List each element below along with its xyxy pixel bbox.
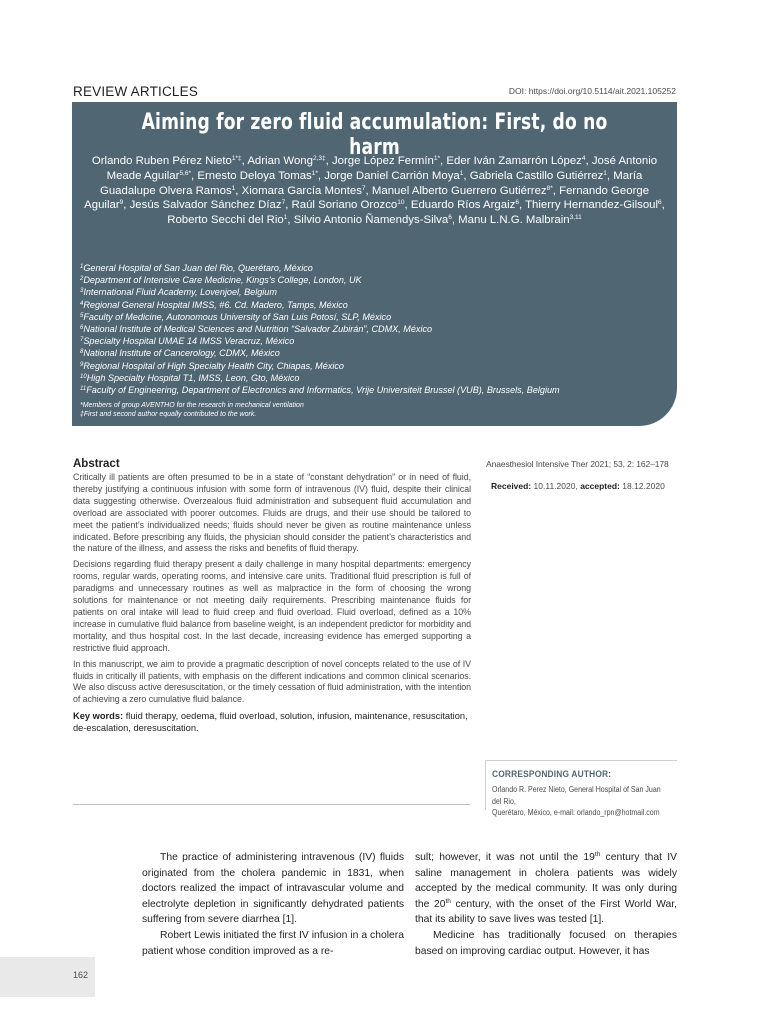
body-paragraph: The practice of administering intravenous (IV) fluids originated from the cholera pandemic in 1831, when doctors realized the impact of intravascular volume and electrolyte depletion in significantly dehydrated patients suffering from severe diarrhea [1]. xyxy=(142,852,404,926)
accepted-date: 18.12.2020 xyxy=(622,481,665,491)
received-date: 10.11.2020, xyxy=(533,481,578,491)
author-name: Adrian Wong xyxy=(247,155,313,167)
page-number: 162 xyxy=(73,970,89,980)
author-name: José Antonio Meade Aguilar xyxy=(106,155,658,182)
author-affiliation-marker: 6 xyxy=(448,214,452,222)
affiliation-item xyxy=(80,347,669,359)
affiliation-number: 8 xyxy=(80,349,84,356)
article-dates xyxy=(491,481,665,491)
author-affiliation-marker: 1 xyxy=(283,214,288,222)
corresponding-email[interactable]: Querétaro, México, e-mail: orlando_rpn@hotmail.com xyxy=(492,808,660,817)
author-name: Thierry Hernandez-Gilsoul xyxy=(525,199,659,212)
author-list: Orlando Ruben Pérez Nieto$^{1*\ddagger}$, Adrian Wong$^{2,3\ddagger}$, Jorge López Fermín$^{1*}$, Eder Iván Zamarrón López$^4$, José Antonio Meade Aguilar$^{5,6*}$, Ernesto Deloya Tomas$^{1*}$, Jorge Daniel Carrión Moya$^1$, Gabriela Castillo Gutiérrez$^1$, María Guadalupe Olvera Ramos$^1$, Xiomara García Montes$^7$, Manuel Alberto Guerrero Gutiérrez$^{8*}$, Fernando George Aguilar$^9$, Jesús Salvador Sánchez Díaz$^7$, Raúl Soriano Orozco$^{10}$, Eduardo Ríos Argaiz$^6$, Thierry Hernandez-Gilsoul$^6$, Roberto Secchi del Rio$^1$, Silvio Antonio Ñamendys-Silva$^6$, Manu L.N.G. Malbrain$^{3,11}$ xyxy=(84,155,665,227)
body-column-right xyxy=(415,850,677,959)
author-name: Raúl Soriano Orozco xyxy=(291,199,398,212)
author-affiliation-marker: 2,3‡ xyxy=(312,155,326,162)
affiliation-item xyxy=(80,372,669,384)
keywords-label: Key words: xyxy=(73,711,124,722)
author-affiliation-marker: 4 xyxy=(581,155,586,162)
author-affiliation-marker: 10 xyxy=(397,199,405,207)
affiliation-item xyxy=(80,311,669,323)
body-text: sult; however, it was not until the 19 xyxy=(415,852,595,863)
affiliation-number: 4 xyxy=(80,300,84,307)
corresponding-heading: CORRESPONDING AUTHOR: xyxy=(492,769,612,779)
ordinal-suffix: th xyxy=(594,851,601,858)
footnote: ‡First and second author equally contributed to the work. xyxy=(80,411,257,418)
affiliation-text: Faculty of Medicine, Autonomous University of San Luis Potosí, SLP, México xyxy=(83,311,392,322)
affiliation-item xyxy=(80,262,669,274)
accepted-label: accepted: xyxy=(580,481,620,491)
keywords-text: fluid therapy, oedema, fluid overload, solution, infusion, maintenance, resuscitation, de-escalation, deresuscitation. xyxy=(73,711,468,734)
author-name: Manu L.N.G. Malbrain xyxy=(458,214,570,227)
doi-link[interactable]: DOI: https://doi.org/10.5114/ait.2021.105252 xyxy=(508,86,676,96)
body-text: century that IV saline management in cholera patients was widely accepted by the medical community. It was only during the 20 xyxy=(415,852,677,910)
abstract-paragraph: In this manuscript, we aim to provide a pragmatic description of novel concepts related to the use of IV fluids in critically ill patients, with emphasis on the different indications and common clinical scenarios. We also discuss active deresuscitation, or the timely cessation of fluid administration, with the intention of achieving a zero cumulative fluid balance. xyxy=(73,658,471,705)
received-label: Received: xyxy=(491,481,532,491)
author-affiliation-marker: 1* xyxy=(311,169,318,177)
author-affiliation-marker: 7 xyxy=(281,199,286,207)
body-text: century, with the onset of the First World War, that its ability to save lives was tested [1]. xyxy=(415,898,677,926)
affiliation-text: Regional Hospital of High Specialty Health City, Chiapas, México xyxy=(83,360,344,371)
affiliation-text: Specialty Hospital UMAE 14 IMSS Veracruz, México xyxy=(83,336,295,347)
footnote: *Members of group AVENTHO for the research in mechanical ventilation xyxy=(80,402,304,409)
abstract-section xyxy=(73,458,471,735)
abstract-heading: Abstract xyxy=(73,458,120,470)
affiliation-item xyxy=(80,286,669,298)
affiliation-text: National Institute of Cancerology, CDMX, México xyxy=(83,348,280,359)
abstract-divider xyxy=(73,804,470,805)
author-affiliation-marker: 1 xyxy=(603,169,607,177)
corresponding-details xyxy=(492,784,668,819)
body-column-left xyxy=(142,850,404,959)
author-footnotes xyxy=(80,401,669,419)
author-name: María Guadalupe Olvera Ramos xyxy=(99,169,643,197)
affiliation-item xyxy=(80,274,669,286)
corresponding-line: Orlando R. Perez Nieto, General Hospital of San Juan del Rio, xyxy=(492,785,661,806)
affiliation-item xyxy=(80,384,669,396)
affiliation-text: International Fluid Academy, Lovenjoel, Belgium xyxy=(83,287,277,298)
author-name: Eder Iván Zamarrón López xyxy=(446,155,582,167)
author-affiliation-marker: 6 xyxy=(658,199,662,207)
author-affiliation-marker: 7 xyxy=(361,184,366,192)
affiliation-text: Faculty of Engineering, Department of Electronics and Informatics, Vrije Universiteit Brussel (VUB), Brussels, Belgium xyxy=(86,385,560,396)
author-affiliation-marker: 3,11 xyxy=(569,214,582,222)
author-affiliation-marker: 1 xyxy=(459,169,464,177)
affiliation-text: High Specialty Hospital T1, IMSS, Leon, Gto, México xyxy=(86,372,300,383)
ordinal-suffix: th xyxy=(445,897,451,905)
affiliation-item xyxy=(80,360,669,372)
affiliation-number: 9 xyxy=(80,361,84,368)
affiliation-text: Regional General Hospital IMSS, #6. Cd. Madero, Tamps, México xyxy=(83,299,348,310)
author-affiliation-marker: 9 xyxy=(119,199,124,207)
author-name: Orlando Ruben Pérez Nieto xyxy=(91,155,232,167)
affiliation-text: National Institute of Medical Sciences and Nutrition “Salvador Zubirán”, CDMX, México xyxy=(83,324,433,335)
author-affiliation-marker: 1*‡ xyxy=(231,155,242,162)
affiliation-number: 11 xyxy=(80,386,87,393)
affiliation-number: 1 xyxy=(80,264,84,270)
author-affiliation-marker: 8* xyxy=(546,184,553,192)
body-paragraph xyxy=(415,850,677,928)
keywords xyxy=(73,710,471,734)
article-title: Aiming for zero fluid accumulation: First, do no harm xyxy=(141,110,608,160)
author-name: Jorge López Fermín xyxy=(331,155,434,167)
author-name: Eduardo Ríos Argaiz xyxy=(410,199,516,212)
author-affiliation-marker: 5,6* xyxy=(179,169,192,177)
author-name: Jesús Salvador Sánchez Díaz xyxy=(129,199,282,212)
section-label: REVIEW ARTICLES xyxy=(73,84,199,99)
affiliation-number: 3 xyxy=(80,288,84,295)
author-affiliation-marker: 1* xyxy=(433,155,441,162)
author-name: Jorge Daniel Carrión Moya xyxy=(324,169,460,182)
author-name: Roberto Secchi del Rio xyxy=(167,214,284,227)
affiliation-number: 5 xyxy=(80,312,84,319)
affiliation-number: 6 xyxy=(80,325,84,332)
author-affiliation-marker: 1 xyxy=(231,184,236,192)
affiliation-number: 7 xyxy=(80,337,84,344)
affiliation-list xyxy=(80,262,669,396)
title-banner xyxy=(72,102,677,426)
author-name: Fernando George Aguilar xyxy=(84,184,650,212)
journal-reference: Anaesthesiol Intensive Ther 2021; 53, 2: 162–178 xyxy=(486,459,669,469)
abstract-paragraph: Critically ill patients are often presumed to be in a state of “constant dehydration” or in need of fluid, thereby justifying a continuous infusion with some form of intravenous (IV) fluid, despite their clinical data suggesting otherwise. Overzealous fluid administration and subsequent fluid accumulation and overload are associated with poorer outcomes. Fluids are drugs, and their use should be tailored to meet the patient’s individualized needs; fluids should never be given as routine maintenance unless indicated. Before prescribing any fluids, the physician should consider the patient’s characteristics and the nature of the illness, and assess the risks and benefits of fluid therapy. xyxy=(73,472,471,554)
affiliation-text: Department of Intensive Care Medicine, Kings's College, London, UK xyxy=(83,275,362,286)
affiliation-text: General Hospital of San Juan del Rio, Querétaro, México xyxy=(83,263,313,273)
affiliation-item xyxy=(80,323,669,335)
affiliation-number: 10 xyxy=(80,373,87,380)
author-affiliation-marker: 6 xyxy=(515,199,519,207)
affiliation-item xyxy=(80,335,669,347)
author-name: Silvio Antonio Ñamendys-Silva xyxy=(293,214,449,227)
author-name: Xiomara García Montes xyxy=(241,184,362,197)
affiliation-number: 2 xyxy=(80,276,84,283)
body-paragraph: Robert Lewis initiated the first IV infusion in a cholera patient whose condition improved as a re- xyxy=(142,929,404,957)
author-name: Ernesto Deloya Tomas xyxy=(197,169,312,182)
body-paragraph: Medicine has traditionally focused on therapies based on improving cardiac output. However, it has xyxy=(415,929,677,957)
author-name: Gabriela Castillo Gutiérrez xyxy=(469,169,604,182)
abstract-paragraph: Decisions regarding fluid therapy present a daily challenge in many hospital departments: emergency rooms, regular wards, operating rooms, and intensive care units. Traditional fluid prescription is full of paradigms and unnecessary routines as well as malpractice in the form of choosing the wrong solutions for maintenance or not meeting daily requirements. Prescribing maintenance fluids for patients on oral intake will lead to fluid creep and fluid overload. Fluid overload, defined as a 10% increase in cumulative fluid balance from baseline weight, is an independent predictor for morbidity and mortality, and thus hospital cost. In the last decade, increasing evidence has emerged supporting a restrictive fluid approach. xyxy=(73,559,471,653)
affiliation-item xyxy=(80,299,669,311)
author-name: Manuel Alberto Guerrero Gutiérrez xyxy=(371,184,547,197)
